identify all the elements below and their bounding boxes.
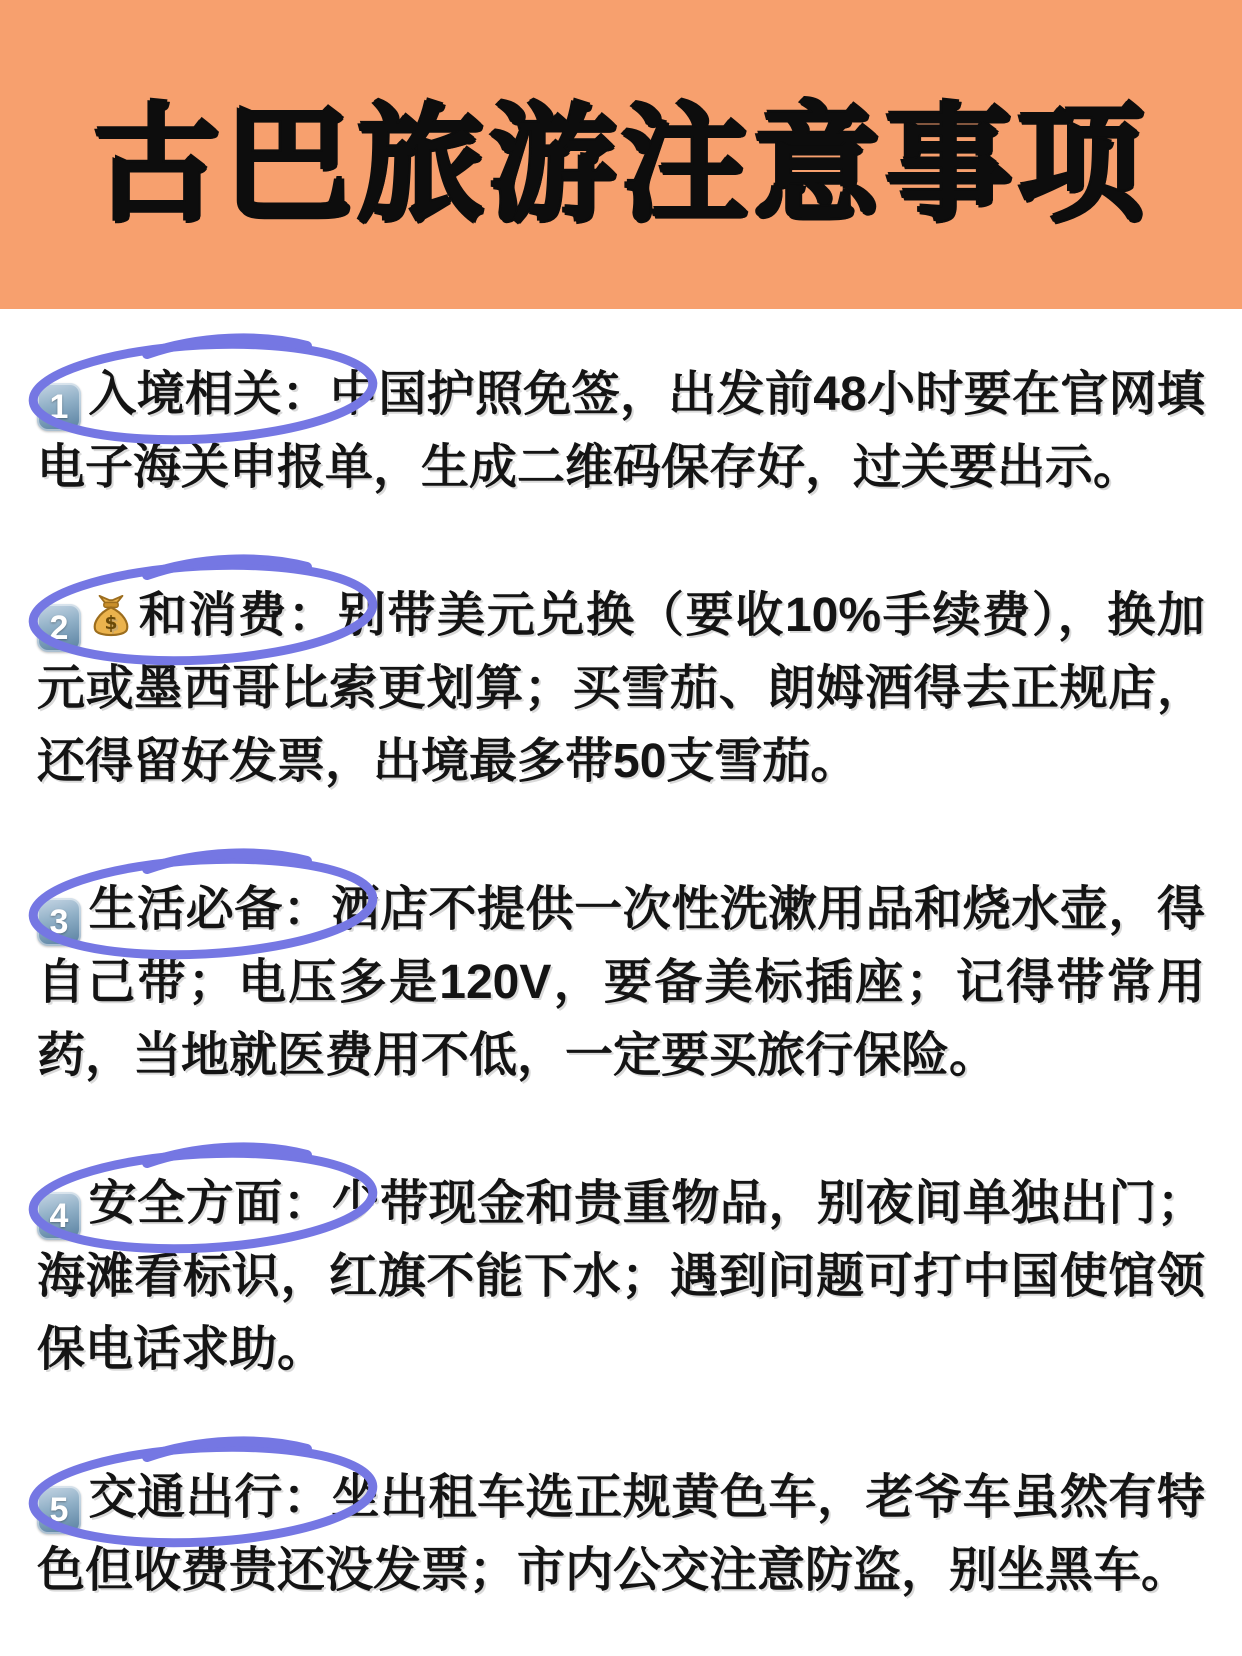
section-essentials: [37, 873, 1205, 1092]
section-heading: 和消费：: [137, 589, 338, 642]
money-bag-icon: [88, 593, 134, 639]
keycap-5-icon: 5: [37, 1486, 81, 1534]
page-title: 古巴旅游注意事项: [92, 93, 1149, 236]
keycap-2-icon: 2: [37, 604, 81, 652]
section-body: 酒店不提供一次性洗漱用品和烧水壶，得自己带；电压多是120V，要备美标插座；记得带常用药，当地就医费用不低，一定要买旅行保险。: [37, 883, 1205, 1082]
section-body: 少带现金和贵重物品，别夜间单独出门；海滩看标识，红旗不能下水；遇到问题可打中国使馆领保电话求助。: [37, 1177, 1205, 1376]
section-heading: 安全方面：: [88, 1177, 332, 1230]
section-safety: [37, 1167, 1205, 1386]
svg-text:$: $: [104, 612, 118, 634]
keycap-4-icon: 4: [37, 1192, 81, 1240]
section-body: 别带美元兑换（要收10%手续费），换加元或墨西哥比索更划算；买雪茄、朗姆酒得去正规店，还得留好发票，出境最多带50支雪茄。: [37, 589, 1205, 788]
section-transport: [37, 1461, 1205, 1607]
section-money: [37, 579, 1205, 798]
section-body: 中国护照免签，出发前48小时要在官网填电子海关申报单，生成二维码保存好，过关要出示。: [37, 368, 1205, 494]
keycap-1-icon: 1: [37, 383, 81, 431]
header-banner: [0, 0, 1242, 309]
section-body: 坐出租车选正规黄色车，老爷车虽然有特色但收费贵还没发票；市内公交注意防盗，别坐黑车。: [37, 1471, 1205, 1597]
section-heading: 入境相关：: [88, 368, 330, 421]
section-entry: [37, 358, 1205, 504]
section-heading: 生活必备：: [88, 883, 332, 936]
keycap-3-icon: 3: [37, 898, 81, 946]
content-area: [0, 309, 1242, 1607]
section-heading: 交通出行：: [88, 1471, 332, 1524]
